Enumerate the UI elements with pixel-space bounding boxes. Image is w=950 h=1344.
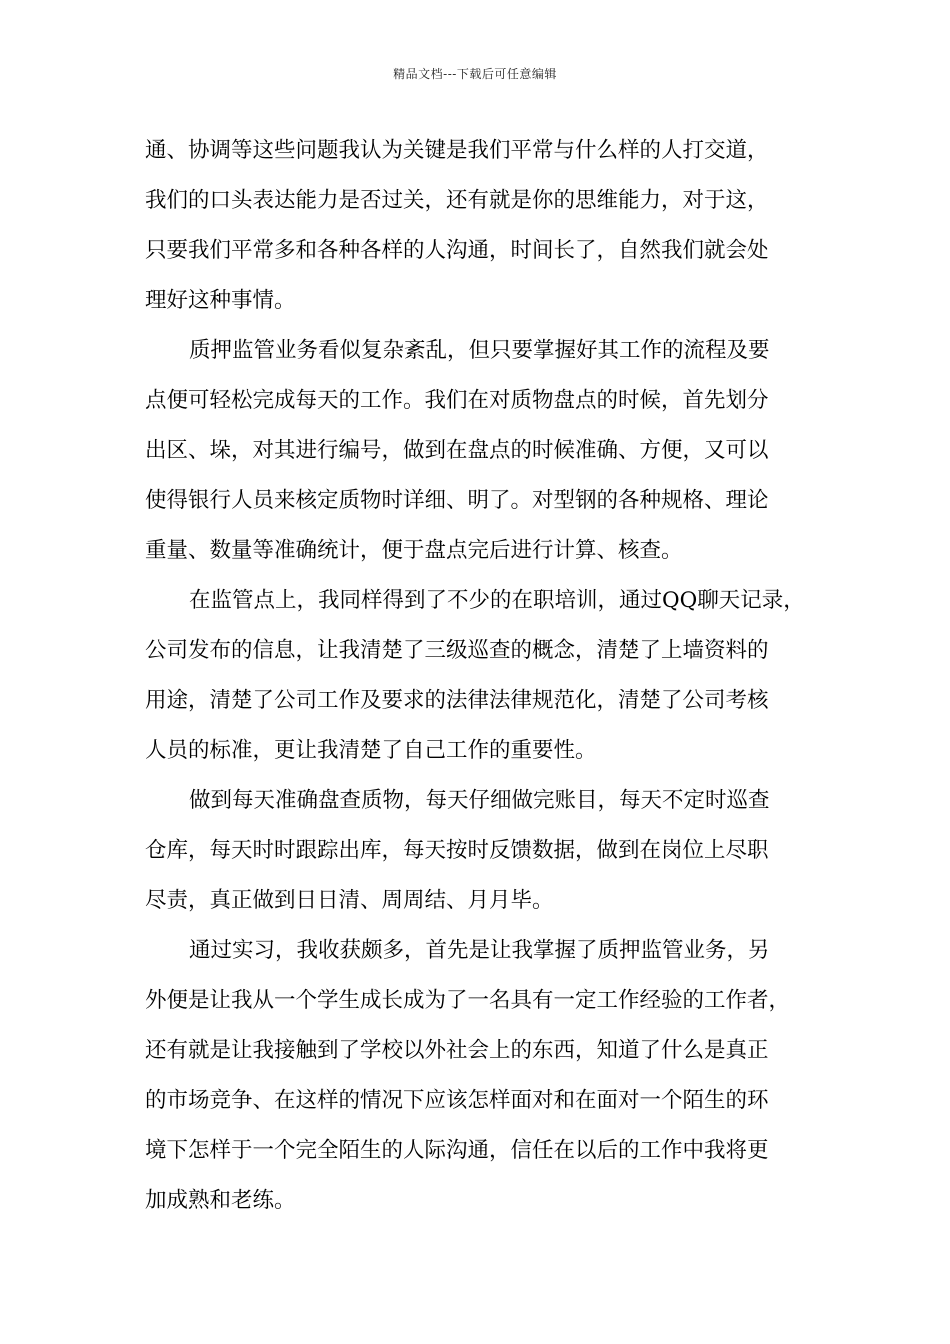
text-line: 在监管点上，我同样得到了不少的在职培训，通过QQ聊天记录， <box>189 588 805 613</box>
text-line: 境下怎样于一个完全陌生的人际沟通，信任在以后的工作中我将更 <box>145 1138 769 1163</box>
text-line: 加成熟和老练。 <box>145 1188 296 1213</box>
text-line: 仓库，每天时时跟踪出库，每天按时反馈数据，做到在岗位上尽职 <box>145 838 769 863</box>
text-line: 还有就是让我接触到了学校以外社会上的东西，知道了什么是真正 <box>145 1038 769 1063</box>
body-text <box>145 126 835 1226</box>
text-line: 理好这种事情。 <box>145 288 296 313</box>
text-line: 的市场竞争、在这样的情况下应该怎样面对和在面对一个陌生的环 <box>145 1088 769 1113</box>
text-line: 尽责，真正做到日日清、周周结、月月毕。 <box>145 888 554 913</box>
text-line: 人员的标准，更让我清楚了自己工作的重要性。 <box>145 738 597 763</box>
text-line: 重量、数量等准确统计，便于盘点完后进行计算、核查。 <box>145 538 683 563</box>
text-line: 出区、垛，对其进行编号，做到在盘点的时候准确、方便，又可以 <box>145 438 769 463</box>
text-line: 只要我们平常多和各种各样的人沟通，时间长了，自然我们就会处 <box>145 238 769 263</box>
text-line: 质押监管业务看似复杂紊乱，但只要掌握好其工作的流程及要 <box>189 338 770 363</box>
text-line: 用途，清楚了公司工作及要求的法律法律规范化，清楚了公司考核 <box>145 688 769 713</box>
text-line: 外便是让我从一个学生成长成为了一名具有一定工作经验的工作者， <box>145 988 791 1013</box>
text-line: 我们的口头表达能力是否过关，还有就是你的思维能力，对于这， <box>145 188 769 213</box>
text-line: 公司发布的信息，让我清楚了三级巡查的概念，清楚了上墙资料的 <box>145 638 769 663</box>
text-line: 点便可轻松完成每天的工作。我们在对质物盘点的时候，首先划分 <box>145 388 769 413</box>
text-line: 通过实习，我收获颇多，首先是让我掌握了质押监管业务，另 <box>189 938 770 963</box>
text-line: 做到每天准确盘查质物，每天仔细做完账目，每天不定时巡查 <box>189 788 770 813</box>
text-line: 通、协调等这些问题我认为关键是我们平常与什么样的人打交道， <box>145 138 769 163</box>
page-header: 精品文档---下载后可任意编辑 <box>393 67 557 81</box>
text-line: 使得银行人员来核定质物时详细、明了。对型钢的各种规格、理论 <box>145 488 769 513</box>
